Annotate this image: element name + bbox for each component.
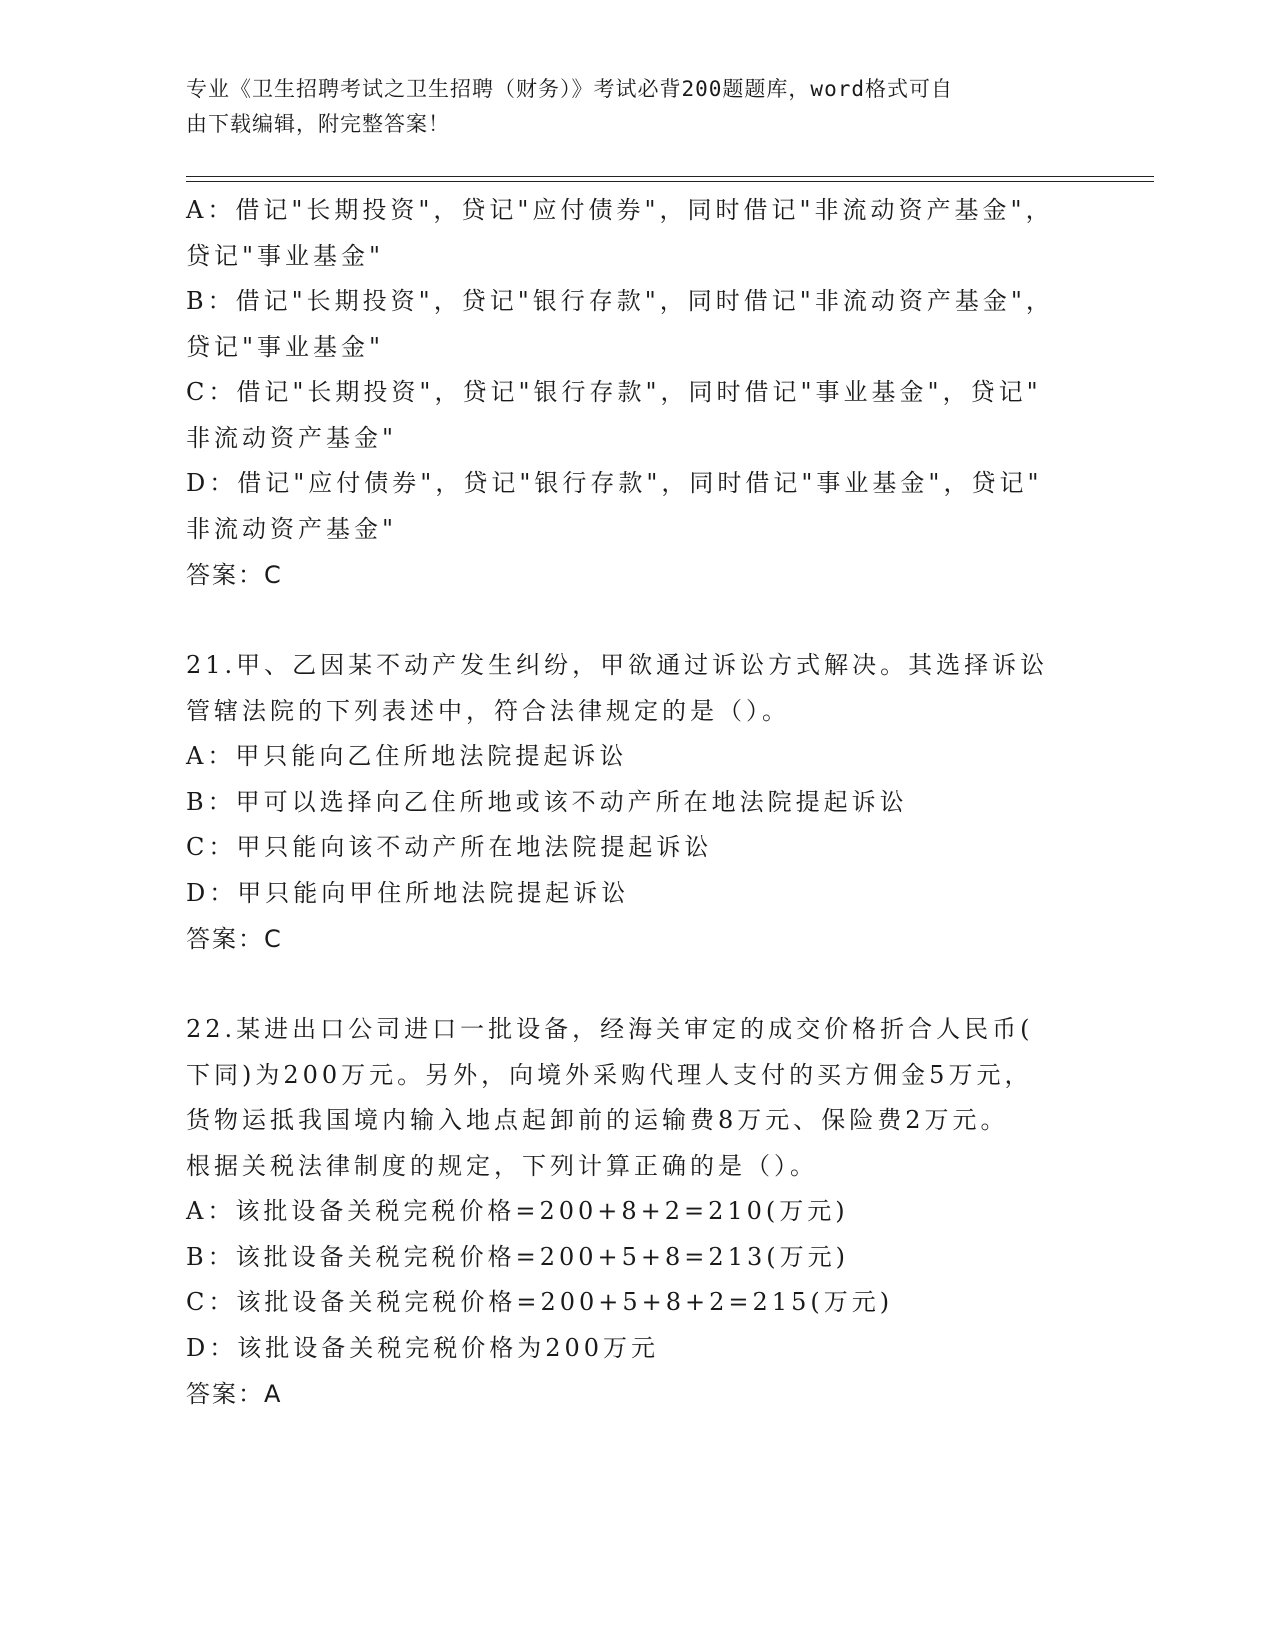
question-stem-line-2: 管辖法院的下列表述中，符合法律规定的是（）。 bbox=[186, 696, 790, 725]
option-a: A：甲只能向乙住所地法院提起诉讼 bbox=[186, 742, 628, 770]
option-a: A：该批设备关税完税价格=200+8+2=210(万元) bbox=[186, 1197, 849, 1225]
option-b-line-1: B：借记"长期投资"，贷记"银行存款"，同时借记"非流动资产基金"， bbox=[186, 287, 1054, 315]
spacer bbox=[186, 962, 1076, 1007]
header-divider-top bbox=[186, 176, 1154, 177]
option-d-line-1: D：借记"应付债券"，贷记"银行存款"，同时借记"事业基金"，贷记" bbox=[186, 469, 1043, 497]
question-22 bbox=[186, 1007, 1076, 1417]
document-header bbox=[186, 72, 1066, 142]
question-20 bbox=[186, 188, 1076, 598]
question-stem-line-1: 21.甲、乙因某不动产发生纠纷，甲欲通过诉讼方式解决。其选择诉讼 bbox=[186, 651, 1049, 679]
question-21 bbox=[186, 643, 1076, 962]
header-line-2: 由下载编辑，附完整答案！ bbox=[186, 112, 450, 136]
question-stem-line-4: 根据关税法律制度的规定，下列计算正确的是（）。 bbox=[186, 1151, 818, 1180]
question-stem-line-3: 货物运抵我国境内输入地点起卸前的运输费8万元、保险费2万元。 bbox=[186, 1106, 1009, 1134]
spacer bbox=[186, 598, 1076, 643]
option-b: B：甲可以选择向乙住所地或该不动产所在地法院提起诉讼 bbox=[186, 787, 908, 816]
question-stem-line-1: 22.某进出口公司进口一批设备，经海关审定的成交价格折合人民币( bbox=[186, 1015, 1034, 1043]
option-c: C：该批设备关税完税价格=200+5+8+2=215(万元) bbox=[186, 1288, 894, 1316]
option-b-line-2: 贷记"事业基金" bbox=[186, 332, 385, 361]
option-c-line-1: C：借记"长期投资"，贷记"银行存款"，同时借记"事业基金"，贷记" bbox=[186, 378, 1042, 406]
option-d: D：甲只能向甲住所地法院提起诉讼 bbox=[186, 878, 630, 907]
option-d-line-2: 非流动资产基金" bbox=[186, 514, 398, 543]
answer: 答案：A bbox=[186, 1380, 283, 1408]
option-c-line-2: 非流动资产基金" bbox=[186, 423, 398, 452]
option-d: D：该批设备关税完税价格为200万元 bbox=[186, 1333, 660, 1362]
question-stem-line-2: 下同)为200万元。另外，向境外采购代理人支付的买方佣金5万元， bbox=[186, 1060, 1033, 1089]
header-line-1: 专业《卫生招聘考试之卫生招聘（财务）》考试必背200题题库，word格式可自 bbox=[186, 77, 953, 101]
option-a-line-2: 贷记"事业基金" bbox=[186, 241, 385, 270]
header-divider-bottom bbox=[186, 181, 1154, 182]
option-c: C：甲只能向该不动产所在地法院提起诉讼 bbox=[186, 833, 713, 861]
option-b: B：该批设备关税完税价格=200+5+8=213(万元) bbox=[186, 1242, 849, 1271]
answer: 答案：C bbox=[186, 561, 283, 589]
answer: 答案：C bbox=[186, 925, 283, 953]
document-body bbox=[186, 188, 1076, 1417]
option-a-line-1: A：借记"长期投资"，贷记"应付债券"，同时借记"非流动资产基金"， bbox=[186, 196, 1054, 224]
